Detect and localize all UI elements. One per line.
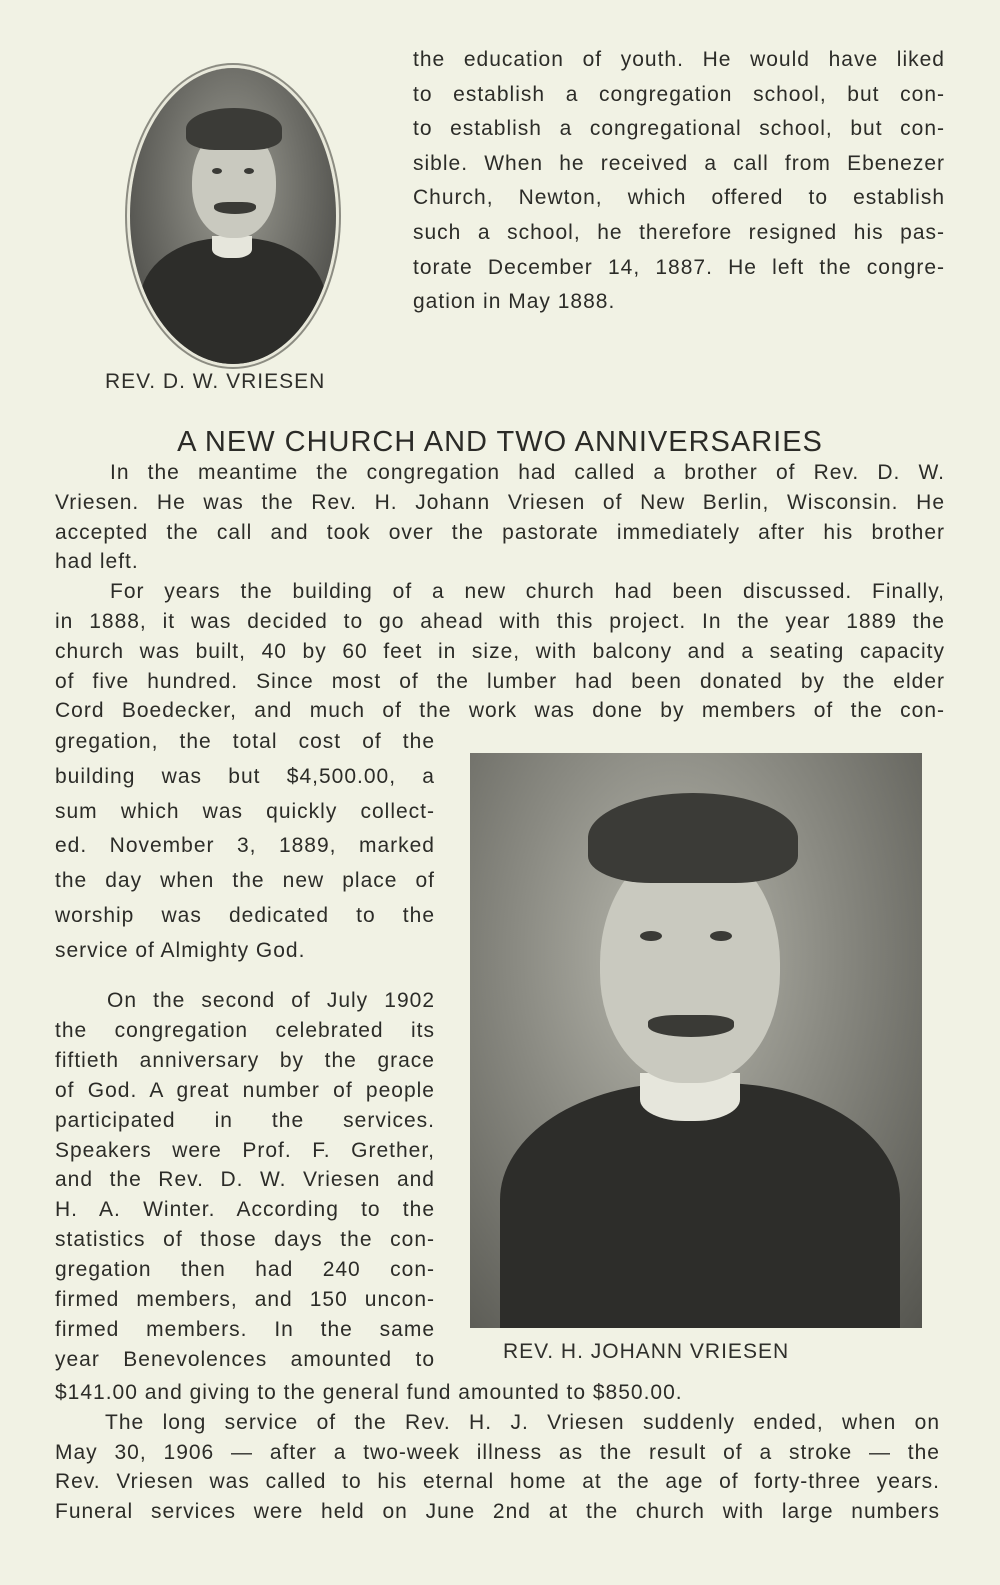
- text-line: H. A. Winter. According to the: [55, 1198, 435, 1222]
- portrait-h-johann-vriesen: [470, 753, 922, 1328]
- caption-rev-h-johann-vriesen: REV. H. JOHANN VRIESEN: [503, 1340, 790, 1363]
- text-line: building was but $4,500.00, a: [55, 764, 435, 788]
- text-line: in 1888, it was decided to go ahead with this project. In the year 1889 the: [55, 610, 945, 633]
- text-line: May 30, 1906 — after a two-week illness as the result of a stroke — the: [55, 1440, 940, 1464]
- text-line: fiftieth anniversary by the grace: [55, 1048, 435, 1072]
- text-line: accepted the call and took over the pastorate immediately after his brother: [55, 520, 945, 544]
- text-line: to establish a congregation school, but con-: [413, 82, 945, 106]
- text-line: worship was dedicated to the: [55, 904, 435, 927]
- text-line: service of Almighty God.: [55, 938, 306, 962]
- text-line: Church, Newton, which offered to establish: [413, 186, 945, 210]
- text-line: Cord Boedecker, and much of the work was done by members of the con-: [55, 699, 945, 723]
- text-line: sible. When he received a call from Ebenezer: [413, 151, 945, 175]
- text-line: the day when the new place of: [55, 869, 435, 893]
- text-line: year Benevolences amounted to: [55, 1347, 435, 1371]
- text-line: statistics of those days the con-: [55, 1228, 435, 1252]
- text-line: of five hundred. Since most of the lumber had been donated by the elder: [55, 669, 945, 693]
- text-line: Speakers were Prof. F. Grether,: [55, 1138, 435, 1162]
- text-line: Funeral services were held on June 2nd at the church with large numbers: [55, 1500, 940, 1524]
- text-line: had left.: [55, 550, 139, 574]
- text-line: gation in May 1888.: [413, 290, 616, 314]
- text-line: sum which was quickly collect-: [55, 799, 435, 823]
- text-line: torate December 14, 1887. He left the congre-: [413, 255, 945, 279]
- text-line: Rev. Vriesen was called to his eternal home at the age of forty-three years.: [55, 1470, 940, 1494]
- text-line: gregation then had 240 con-: [55, 1258, 435, 1282]
- text-line: For years the building of a new church had been discussed. Finally,: [110, 580, 945, 604]
- caption-rev-d-w-vriesen: REV. D. W. VRIESEN: [105, 370, 326, 393]
- text-line: church was built, 40 by 60 feet in size, with balcony and a seating capacity: [55, 639, 945, 663]
- text-line: such a school, he therefore resigned his pas-: [413, 221, 945, 244]
- text-line: to establish a congregational school, but con-: [413, 117, 945, 141]
- text-line: firmed members, and 150 uncon-: [55, 1288, 435, 1311]
- text-line: $141.00 and giving to the general fund amounted to $850.00.: [55, 1381, 683, 1404]
- text-line: and the Rev. D. W. Vriesen and: [55, 1168, 435, 1192]
- text-line: In the meantime the congregation had called a brother of Rev. D. W.: [110, 461, 945, 484]
- text-line: the congregation celebrated its: [55, 1018, 435, 1042]
- text-line: gregation, the total cost of the: [55, 730, 435, 753]
- text-line: of God. A great number of people: [55, 1078, 435, 1102]
- text-line: On the second of July 1902: [107, 989, 435, 1012]
- text-line: participated in the services.: [55, 1108, 435, 1132]
- section-heading: A NEW CHURCH AND TWO ANNIVERSARIES: [177, 426, 823, 458]
- text-line: ed. November 3, 1889, marked: [55, 834, 435, 858]
- text-line: Vriesen. He was the Rev. H. Johann Vriesen of New Berlin, Wisconsin. He: [55, 490, 945, 514]
- text-line: firmed members. In the same: [55, 1317, 435, 1341]
- portrait-d-w-vriesen: [130, 68, 336, 364]
- text-line: the education of youth. He would have liked: [413, 48, 945, 71]
- text-line: The long service of the Rev. H. J. Vriesen suddenly ended, when on: [105, 1410, 940, 1434]
